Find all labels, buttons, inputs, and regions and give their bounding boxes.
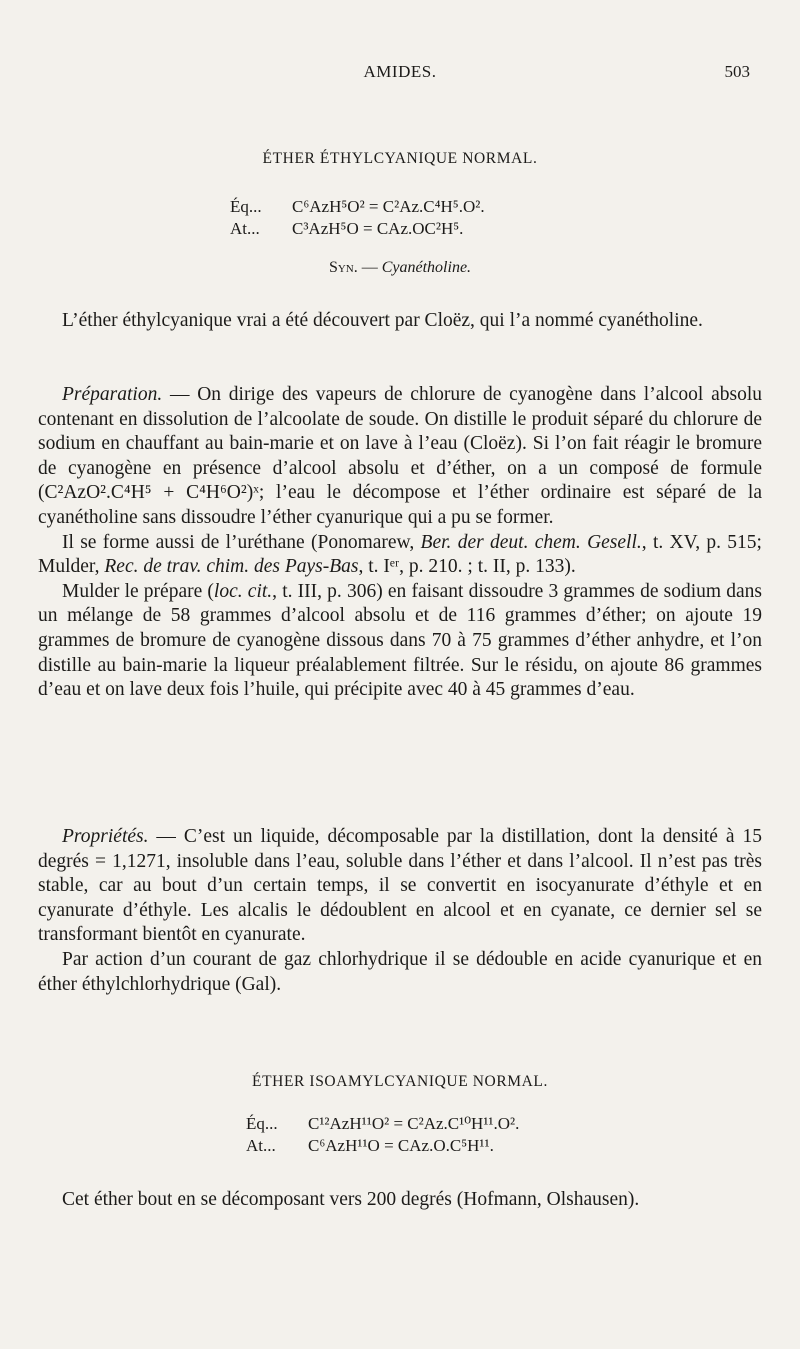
synonym-line	[40, 259, 760, 277]
section-heading-isoamylcyanique: ÉTHER ISOAMYLCYANIQUE NORMAL.	[252, 1073, 548, 1090]
syn-label: Syn.	[328, 259, 358, 276]
formula-at-line	[230, 218, 485, 240]
formula-block-2	[246, 1113, 519, 1157]
citation-loc-cit: loc. cit.	[213, 580, 273, 602]
page-number: 503	[724, 62, 750, 81]
syn-dash: —	[357, 259, 382, 276]
running-header	[40, 58, 760, 88]
urethane-text-a: Il se forme aussi de l’uréthane (Ponomarew,	[62, 531, 421, 553]
formula-at-label: At...	[230, 219, 260, 238]
formula-eq-label-2: Éq...	[246, 1114, 278, 1133]
syn-value: Cyanétholine.	[381, 259, 472, 276]
mulder-text-b: , t. III, p. 306) en faisant dissoudre 3 grammes de sodium dans un mélange de 58 grammes d’alcool absolu et de 116 grammes d’éther; on ajoute 19 grammes de bromure de cyanogène dissous dans 70 à 75 grammes d’éther anhydre, et l’on distille au bain-marie la liqueur préalablement filtrée. Sur le résidu, on ajoute 86 grammes d’eau et on lave deux fois l’huile, qui précipite avec 40 à 45 grammes d’eau.	[38, 580, 762, 701]
preparation-label: Préparation.	[62, 384, 163, 405]
section-heading-ethylcyanique: ÉTHER ÉTHYLCYANIQUE NORMAL.	[262, 150, 538, 167]
proprietes-label: Propriétés.	[62, 826, 149, 847]
paragraph-urethane	[38, 531, 762, 580]
urethane-text-c: , t. Iᵉʳ, p. 210. ; t. II, p. 133).	[358, 556, 576, 578]
urethane-text-b: , t. XV, p. 515; Mulder,	[38, 531, 762, 578]
formula-at-value: C³AzH⁵O = CAz.OC²H⁵.	[292, 219, 464, 238]
formula-eq-value: C⁶AzH⁵O² = C²Az.C⁴H⁵.O².	[292, 197, 485, 216]
proprietes-text: — C’est un liquide, décomposable par la distillation, dont la densité à 15 degrés = 1,1271, insoluble dans l’eau, soluble dans l’éther et dans l’alcool. Il n’est pas très stable, car au bout d’un certain temps, il se convertit en isocyanurate d’éthyle et en cyanurate d’éthyle. Les alcalis le dédoublent en alcool et en cyanate, ce dernier sel se transformant bientôt en cyanurate.	[38, 826, 762, 946]
citation-rec: Rec. de trav. chim. des Pays-Bas	[104, 556, 359, 578]
body-text-1	[38, 309, 762, 334]
mulder-text-a: Mulder le prépare (	[62, 580, 214, 602]
formula-eq-value-2: C¹²AzH¹¹O² = C²Az.C¹⁰H¹¹.O².	[308, 1114, 520, 1133]
formula-block-1	[230, 196, 485, 240]
paragraph-preparation	[38, 383, 762, 531]
body-text-3	[38, 825, 762, 997]
preparation-text: — On dirige des vapeurs de chlorure de cyanogène dans l’alcool absolu contenant en dissolution de l’alcoolate de soude. On distille le produit séparé du chlorure de sodium en chauffant au bain-marie et on lave à l’eau (Cloëz). Si l’on fait réagir le bromure de cyanogène en présence d’alcool absolu et d’éther, on a un composé de formule (C²AzO².C⁴H⁵ + C⁴H⁶O²)ˣ; l’eau le décompose et l’éther ordinaire est séparé de la cyanétholine sans dissoudre l’éther cyanurique qui a pu se former.	[38, 384, 762, 528]
body-text-4	[38, 1188, 762, 1213]
running-title: AMIDES.	[363, 62, 437, 81]
formula-at-line-2	[246, 1135, 519, 1157]
formula-eq-line	[230, 196, 485, 218]
formula-eq-label: Éq...	[230, 197, 262, 216]
formula-eq-line-2	[246, 1113, 519, 1135]
formula-at-value-2: C⁶AzH¹¹O = CAz.O.C⁵H¹¹.	[308, 1136, 494, 1155]
paragraph-proprietes	[38, 825, 762, 948]
body-text-2	[38, 383, 762, 703]
paragraph-isoamyl: Cet éther bout en se décomposant vers 200 degrés (Hofmann, Olshausen).	[62, 1189, 640, 1210]
paragraph-mulder	[38, 580, 762, 703]
paragraph-action: Par action d’un courant de gaz chlorhydrique il se dédouble en acide cyanurique et en éther éthylchlorhydrique (Gal).	[38, 948, 762, 995]
paragraph-intro: L’éther éthylcyanique vrai a été découvert par Cloëz, qui l’a nommé cyanétholine.	[62, 310, 703, 331]
formula-at-label-2: At...	[246, 1136, 276, 1155]
citation-ber: Ber. der deut. chem. Gesell.	[420, 531, 642, 553]
